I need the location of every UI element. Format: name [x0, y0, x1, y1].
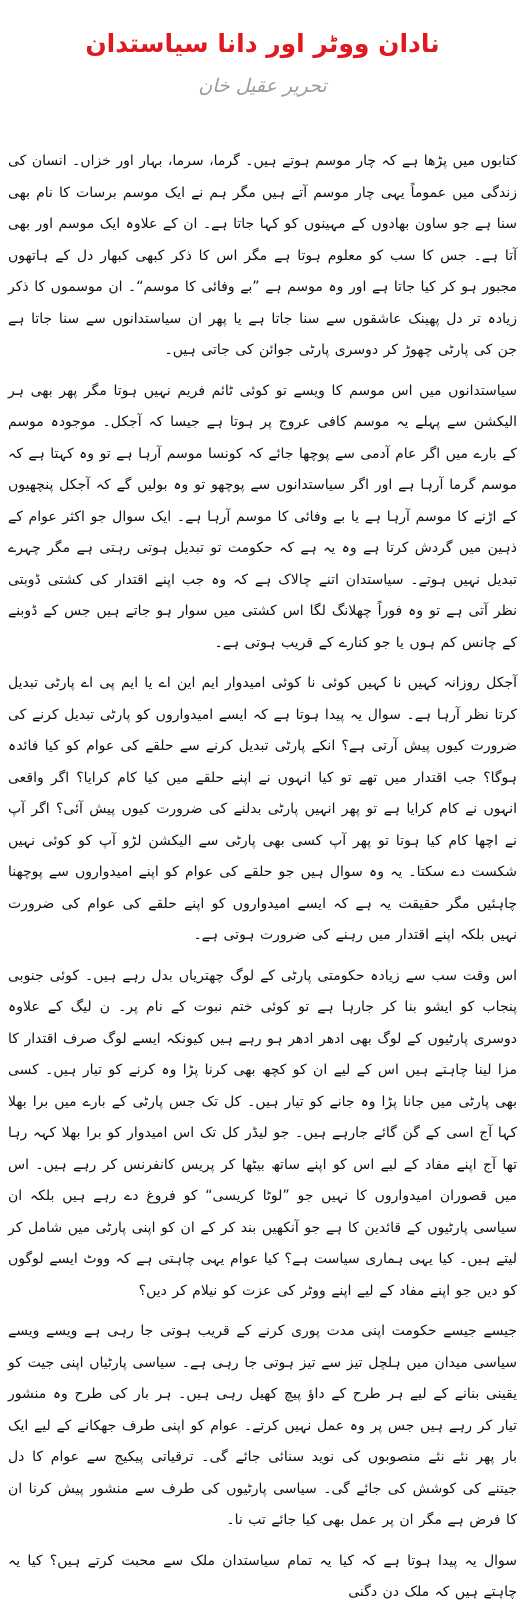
article-title: نادان ووٹر اور دانا سیاستدان — [85, 29, 440, 58]
article-byline: تحریر عقیل خان — [198, 75, 327, 97]
article-paragraph: جیسے جیسے حکومت اپنی مدت پوری کرنے کے قریب ہوتی جا رہی ہے ویسے ویسے سیاسی میدان میں ہلچل تیز سے تیز ہوتی جا رہی ہے۔ سیاسی پارٹیاں اپنی جیت کو یقینی بنانے کے لیے ہر طرح کے داؤ پیچ کھیل رہی ہیں۔ ہر بار کی طرح وہ منشور تیار کر رہے ہیں جس پر وہ عمل نہیں کرتے۔ عوام کو اپنی طرف جھکانے کے لیے ایک بار پھر نئے نئے منصوبوں کی نوید سنائی جائے گی۔ ترقیاتی پیکیج سے عوام کا دل جیتنے کی کوشش کی جائے گی۔ سیاسی پارٹیوں کی طرف سے منشور پیش کرنا ان کا فرض ہے مگر ان پر عمل بھی کیا جائے تب نا۔ — [8, 1323, 517, 1528]
article-paragraph: سوال یہ پیدا ہوتا ہے کہ کیا یہ تمام سیاستدان ملک سے محبت کرتے ہیں؟ کیا یہ چاہتے ہیں کہ ملک دن دگنی — [8, 1552, 517, 1600]
article-body — [8, 146, 517, 1609]
article-paragraph: کتابوں میں پڑھا ہے کہ چار موسم ہوتے ہیں۔ گرما، سرما، بہار اور خزاں۔ انسان کی زندگی میں عموماً یہی چار موسم آتے ہیں مگر ہم نے ایک موسم برسات کا نام بھی سنا ہے جو ساون بھادوں کے مہینوں کو کہا جاتا ہے۔ ان کے علاوہ ایک موسم اور بھی آتا ہے۔ جس کا سب کو معلوم ہوتا ہے مگر اس کا ذکر کبھی کبھار دل کے ہاتھوں مجبور ہو کر کیا جاتا ہے اور وہ موسم ہے ”بے وفائی کا موسم“۔ ان موسموں کا ذکر زیادہ تر دل پھینک عاشقوں سے سنا جاتا ہے یا پھر ان سیاستدانوں سے سنا جاتا ہے جن کی پارٹی چھوڑ کر دوسری پارٹی جوائن کی جاتی ہیں۔ — [8, 153, 517, 358]
article-paragraph: اس وقت سب سے زیادہ حکومتی پارٹی کے لوگ چھتریاں بدل رہے ہیں۔ کوئی جنوبی پنجاب کو ایشو بنا کر جارہا ہے تو کوئی ختم نبوت کے نام پر۔ ن لیگ کے علاوہ دوسری پارٹیوں کے لوگ بھی ادھر ادھر ہو رہے ہیں کیونکہ ایسے لوگ صرف اقتدار کا مزا لینا چاہتے ہیں اس کے لیے ان کو کچھ بھی کرنا پڑا وہ کرنے کو تیار ہیں۔ کسی بھی پارٹی میں جانا پڑا وہ جانے کو تیار ہیں۔ کل تک جس پارٹی کے بارے میں برا بھلا کہا آج اسی کے گن گائے جارہے ہیں۔ جو لیڈر کل تک اس امیدوار کو برا بھلا کہہ رہا تھا آج اپنے مفاد کے لیے اس کو اپنے ساتھ بیٹھا کر پریس کانفرنس کر رہے ہیں۔ اس میں قصوران امیدواروں کا نہیں جو ”لوٹا کریسی“ کو فروغ دے رہے ہیں بلکہ ان سیاسی پارٹیوں کے قائدین کا ہے جو آنکھیں بند کر کے ان کو اپنی پارٹی میں شامل کر لیتے ہیں۔ کیا یہی ہماری سیاست ہے؟ کیا عوام یہی چاہتی ہے کہ ووٹ ایسے لوگوں کو دیں جو اپنے مفاد کے لیے اپنے ووٹر کی عزت کو نیلام کر دیں؟ — [8, 967, 517, 1299]
article-paragraph: آجکل روزانہ کہیں نا کہیں کوئی نا کوئی امیدوار ایم این اے یا ایم پی اے پارٹی تبدیل کرتا نظر آرہا ہے۔ سوال یہ پیدا ہوتا ہے کہ ایسے امیدواروں کو پارٹی تبدیل کرنے کی ضرورت کیوں پیش آرتی ہے؟ انکے پارٹی تبدیل کرنے سے حلقے کی عوام کو کیا فائدہ ہوگا؟ جب اقتدار میں تھے تو کیا انہوں نے اپنے حلقے میں کیا کام کرایا؟ اگر واقعی انہوں نے کام کرایا ہے تو پھر انہیں پارٹی بدلنے کی ضرورت کیوں پیش آئی؟ اگر آپ نے اچھا کام کیا ہوتا تو پھر آپ کسی بھی پارٹی سے الیکشن لڑو آپ کو کوئی نہیں شکست دے سکتا۔ یہ وہ سوال ہیں جو حلقے کی عوام کو اپنے امیدواروں سے پوچھنا چاہئیں مگر حقیقت یہ ہے کہ ایسے امیدواروں کو اپنے حلقے کی عوام کی ضرورت نہیں بلکہ اپنے اقتدار میں رہنے کی ضرورت ہوتی ہے۔ — [8, 675, 517, 943]
article-paragraph: سیاستدانوں میں اس موسم کا ویسے تو کوئی ٹائم فریم نہیں ہوتا مگر پھر بھی ہر الیکشن سے پہلے یہ موسم کافی عروج پر ہوتا ہے جیسا کہ آجکل۔ موجودہ موسم کے بارے میں اگر عام آدمی سے پوچھا جائے کہ کونسا موسم آرہا ہے تو وہ کہتا ہے کہ موسم گرما آرہا ہے اور اگر سیاستدانوں سے پوچھو تو وہ بولیں گے کہ آجکل پنچھیوں کے اڑنے کا موسم آرہا ہے یا بے وفائی کا موسم آرہا ہے۔ ایک سوال جو اکثر عوام کے ذہین میں گردش کرتا ہے وہ یہ ہے کہ حکومت تو تبدیل ہوتی رہتی ہے مگر چہرے تبدیل نہیں ہوتے۔ سیاستدان اتنے چالاک ہے کہ وہ جب اپنے اقتدار کی کشتی ڈوبتی نظر آتی ہے تو وہ فوراً چھلانگ لگا اس کشتی میں سوار ہو جاتے ہیں جس کے ڈوبنے کے چانس کم ہوں یا جو کنارے کے قریب ہوتی ہے۔ — [8, 382, 517, 651]
